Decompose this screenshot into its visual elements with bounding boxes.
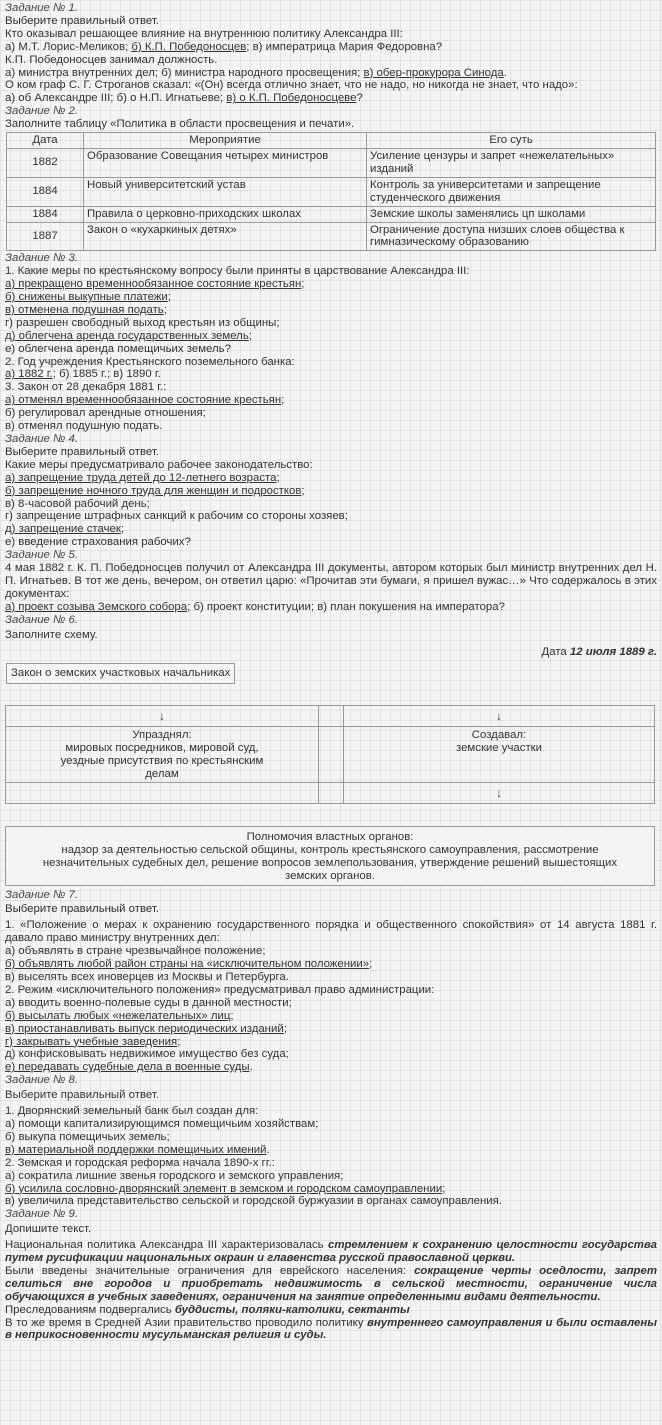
task-8-instruction: Выберите правильный ответ. (5, 1089, 159, 1102)
answer-text: а) М.Т. Лорис-Меликов; (5, 40, 132, 53)
created-text: земские участки (455, 742, 543, 755)
scheme-table (5, 705, 655, 804)
powers-text: надзор за деятельностью сельской общины, контроль крестьянского самоуправления, рассмотрение незначительных судебных дел, решение вопросов землепользования, утверждение решений вышестоящих земских органов. (42, 843, 618, 882)
option-line: в) отменена подушная подать; (5, 303, 167, 316)
task-9-paragraph-4 (5, 1317, 657, 1343)
cell-event: Закон о «кухаркиных детях» (84, 222, 367, 251)
cell-event: Правила о церковно-приходских школах (84, 206, 367, 222)
task-8-question-2: 2. Земская и городская реформа начала 1890-х гг.: (5, 1156, 275, 1169)
created-title: Создавал: (471, 729, 527, 742)
scheme-spacer (319, 727, 344, 783)
correct-answer: б) объявлять любой район страны на «исключительном положении» (5, 958, 370, 971)
answer-text: ? (356, 92, 363, 105)
scheme-empty-cell (6, 782, 319, 803)
paragraph-text: Преследованиям подвергались (5, 1303, 175, 1316)
option-line: в) увеличила представительство сельской и городской буржуазии в органах самоуправления. (5, 1195, 502, 1208)
cell-event: Новый университетский устав (84, 177, 367, 206)
scheme-row (6, 706, 655, 727)
option-line: д) конфисковывать недвижимое имущество без суда; (5, 1048, 289, 1061)
policy-table (6, 132, 656, 251)
law-box: Закон о земских участковых начальниках (6, 663, 235, 684)
task-9-instruction: Допишите текст. (5, 1223, 92, 1236)
option-line: а) сократила лишние звенья городского и земского управления; (5, 1169, 344, 1182)
correct-answer: а) запрещение труда детей до 12-летнего возраста (5, 471, 277, 484)
task-2-instruction: Заполните таблицу «Политика в области просвещения и печати». (5, 118, 355, 131)
correct-answer: в) обер-прокурора Синода (363, 66, 504, 79)
scheme-date (5, 646, 657, 659)
correct-answer: а) прекращено временнообязанное состояние крестьян (5, 278, 302, 291)
table-row (7, 222, 656, 251)
correct-answer: б) запрещение ночного труда для женщин и подростков (5, 484, 302, 497)
task-1-answers-1 (5, 41, 657, 54)
table-row (7, 206, 656, 222)
table-row (7, 177, 656, 206)
answer-text: . (503, 66, 507, 79)
arrow-down-icon: ↓ (344, 782, 655, 803)
option-line: б) усилила сословно-дворянский элемент в земском и городском самоуправлении; (5, 1182, 446, 1195)
answer-text: ; б) проект конституции; в) план покушения на императора? (187, 600, 505, 613)
correct-answer: в) отменена подушная подать (5, 303, 164, 316)
task-7-question-1: 1. «Положение о мерах к охранению государственного порядка и общественного спокойствия» от 14 августа 1881 г. давало право министру внутренних дел: (5, 919, 657, 945)
arrow-down-icon: ↓ (344, 706, 655, 727)
date-label: Дата (541, 645, 570, 658)
task-1-question-1: Кто оказывал решающее влияние на внутреннюю политику Александра III: (5, 27, 403, 40)
abolished-title: Упразднял: (132, 729, 192, 742)
option-line: б) выкупа помещичьих земель; (5, 1130, 170, 1143)
option-line: б) снижены выкупные платежи; (5, 291, 171, 304)
option-line: б) высылать любых «нежелательных» лиц; (5, 1009, 234, 1022)
task-3-question-1: 1. Какие меры по крестьянскому вопросу были приняты в царствование Александра III: (5, 265, 470, 278)
paragraph-text: Были введены значительные ограничения для еврейского населения: (5, 1264, 415, 1277)
correct-answer: в) материальной поддержки помещичьих имений (5, 1143, 267, 1156)
task-4-question: Какие меры предусматривало рабочее законодательство: (5, 458, 313, 471)
powers-box (5, 826, 655, 886)
task-3-header: Задание № 3. (5, 252, 79, 265)
column-header: Его суть (367, 133, 656, 149)
correct-answer: б) усилила сословно-дворянский элемент в земском и городском самоуправлении (5, 1182, 443, 1195)
task-4-instruction: Выберите правильный ответ. (5, 445, 159, 458)
task-5-header: Задание № 5. (5, 549, 79, 562)
table-row (7, 148, 656, 177)
option-line: г) разрешен свободный выход крестьян из общины; (5, 316, 280, 329)
task-8-header: Задание № 8. (5, 1074, 79, 1087)
task-3-question-3: 3. Закон от 28 декабря 1881 г.: (5, 381, 167, 394)
column-header: Мероприятие (84, 133, 367, 149)
answer-text: ; б) 1885 г.; в) 1890 г. (52, 368, 161, 381)
task-6-header: Задание № 6. (5, 613, 79, 626)
task-1-question-3: О ком граф С. Г. Строганов сказал: «(Он) всегда отлично знает, что не надо, но никогда не знает, что надо»: (5, 79, 578, 92)
option-line: е) передавать судебные дела в военные суды. (5, 1061, 253, 1074)
option-line (5, 368, 657, 381)
column-header: Дата (7, 133, 84, 149)
task-9-paragraph-3 (5, 1304, 657, 1317)
option-line: а) объявлять в стране чрезвычайное положение; (5, 945, 266, 958)
option-line: а) отменял временнообязанное состояние крестьян; (5, 394, 285, 407)
task-7-instruction: Выберите правильный ответ. (5, 903, 159, 916)
task-9-paragraph-1 (5, 1239, 657, 1265)
task-5-text: 4 мая 1882 г. К. П. Победоносцев получил от Александра III документы, автором которых был министр внутренних дел Н. П. Игнатьев. В тот же день, вечером, он ответил царю: «Прочитав эти бумаги, я пришел вужас…» Что содержалось в этих документах: (5, 562, 657, 600)
arrow-down-icon: ↓ (6, 706, 319, 727)
filled-answer: внутреннего самоуправления и были оставлены в неприкосновенности мусульманская религия и суды. (5, 1316, 657, 1342)
powers-title: Полномочия властных органов: (246, 830, 414, 843)
option-line: д) облегчена аренда государственных земель; (5, 329, 252, 342)
correct-answer: б) К.П. Победоносцев (131, 40, 247, 53)
correct-answer: а) отменял временнообязанное состояние крестьян (5, 394, 282, 407)
answer-text: а) об Александре III; б) о Н.П. Игнатьеве; (5, 92, 227, 105)
task-1-instruction: Выберите правильный ответ. (5, 14, 159, 27)
abolished-text: мировых посредников, мировой суд, уездные присутствия по крестьянским делам (60, 742, 264, 781)
option-line: в) 8-часовой рабочий день; (5, 497, 150, 510)
task-3-question-2: 2. Год учреждения Крестьянского поземельного банка: (5, 355, 295, 368)
date-value: 12 июля 1889 г. (569, 645, 657, 658)
task-7-question-2: 2. Режим «исключительного положения» предусматривал право администрации: (5, 983, 435, 996)
option-line: в) материальной поддержки помещичьих имений. (5, 1143, 270, 1156)
option-line: а) помощи капитализирующимся помещичьим хозяйствам; (5, 1117, 319, 1130)
correct-answer: в) приостанавливать выпуск периодических изданий (5, 1022, 284, 1035)
task-9-header: Задание № 9. (5, 1208, 79, 1221)
task-8-question-1: 1. Дворянский земельный банк был создан для: (5, 1105, 259, 1118)
option-line: в) отменял подушную подать. (5, 420, 163, 433)
correct-answer: в) о К.П. Победоносцеве (226, 92, 357, 105)
option-line: д) запрещение стачек; (5, 523, 125, 536)
cell-year: 1882 (7, 148, 84, 177)
table-header-row (7, 133, 656, 149)
cell-essence: Ограничение доступа низших слоев общества к гимназическому образованию (367, 222, 656, 251)
task-1-answers-2 (5, 67, 657, 80)
cell-event: Образование Совещания четырех министров (84, 148, 367, 177)
paragraph-text: В то же время в Средней Азии правительство проводило политику (5, 1316, 367, 1329)
cell-year: 1884 (7, 206, 84, 222)
option-line: б) запрещение ночного труда для женщин и подростков; (5, 484, 305, 497)
option-line: в) приостанавливать выпуск периодических изданий; (5, 1022, 287, 1035)
task-7-header: Задание № 7. (5, 888, 79, 901)
correct-answer: б) снижены выкупные платежи (5, 291, 168, 304)
option-line: б) объявлять любой район страны на «исключительном положении»; (5, 958, 373, 971)
task-1-question-2: К.П. Победоносцев занимал должность. (5, 53, 218, 66)
created-box (344, 727, 655, 783)
scheme-spacer (319, 706, 344, 727)
answer-text: а) министра внутренних дел; б) министра народного просвещения; (5, 66, 364, 79)
task-1-answers-3 (5, 92, 657, 105)
option-line: г) запрещение штрафных санкций к рабочим со стороны хозяев; (5, 510, 348, 523)
paragraph-text: Национальная политика Александра III характеризовалась (5, 1239, 328, 1252)
answer-text: ; в) императрица Мария Федоровна? (246, 40, 443, 53)
correct-answer: д) запрещение стачек (5, 523, 121, 536)
cell-year: 1887 (7, 222, 84, 251)
correct-answer: а) 1882 г. (5, 368, 53, 381)
cell-essence: Контроль за университетами и запрещение студенческого движения (367, 177, 656, 206)
task-2-header: Задание № 2. (5, 105, 79, 118)
cell-year: 1884 (7, 177, 84, 206)
option-line: е) введение страхования рабочих? (5, 536, 191, 549)
filled-answer: стремлением к сохранению целостности государства путем русификации национальных окраин и главенства русской православной церкви. (5, 1239, 657, 1265)
correct-answer: б) высылать любых «нежелательных» лиц (5, 1009, 231, 1022)
option-line: е) облегчена аренда помещичьих земель? (5, 342, 231, 355)
option-line: а) прекращено временнообязанное состояние крестьян; (5, 278, 305, 291)
correct-answer: д) облегчена аренда государственных земель (5, 329, 249, 342)
correct-answer: г) закрывать учебные заведения (5, 1035, 178, 1048)
filled-answer: буддисты, поляки-католики, сектанты (174, 1303, 410, 1316)
correct-answer: а) проект созыва Земского собора (5, 600, 188, 613)
task-9-paragraph-2 (5, 1265, 657, 1304)
scheme-row (6, 782, 655, 803)
option-line (5, 601, 657, 614)
cell-essence: Земские школы заменялись цп школами (367, 206, 656, 222)
option-line: г) закрывать учебные заведения; (5, 1035, 181, 1048)
task-6-instruction: Заполните схему. (5, 628, 98, 641)
option-line: а) запрещение труда детей до 12-летнего возраста; (5, 471, 280, 484)
abolished-box (6, 727, 319, 783)
task-4-header: Задание № 4. (5, 433, 79, 445)
option-line: в) выселять всех иноверцев из Москвы и Петербурга. (5, 971, 289, 983)
filled-answer: сокращение черты оседлости, запрет селиться вне городов и приобретать недвижимость в сельской местности, ограничение числа обучающихся в учебных заведениях, ограничения на занятие определенными видами деятельности. (5, 1264, 657, 1303)
option-line: б) регулировал арендные отношения; (5, 407, 206, 420)
option-line: а) вводить военно-полевые суды в данной местности; (5, 996, 292, 1009)
correct-answer: е) передавать судебные дела в военные суды (5, 1061, 250, 1074)
cell-essence: Усиление цензуры и запрет «нежелательных» изданий (367, 148, 656, 177)
scheme-row (6, 727, 655, 783)
task-1-header: Задание № 1. (5, 2, 79, 14)
scheme-spacer (319, 782, 344, 803)
